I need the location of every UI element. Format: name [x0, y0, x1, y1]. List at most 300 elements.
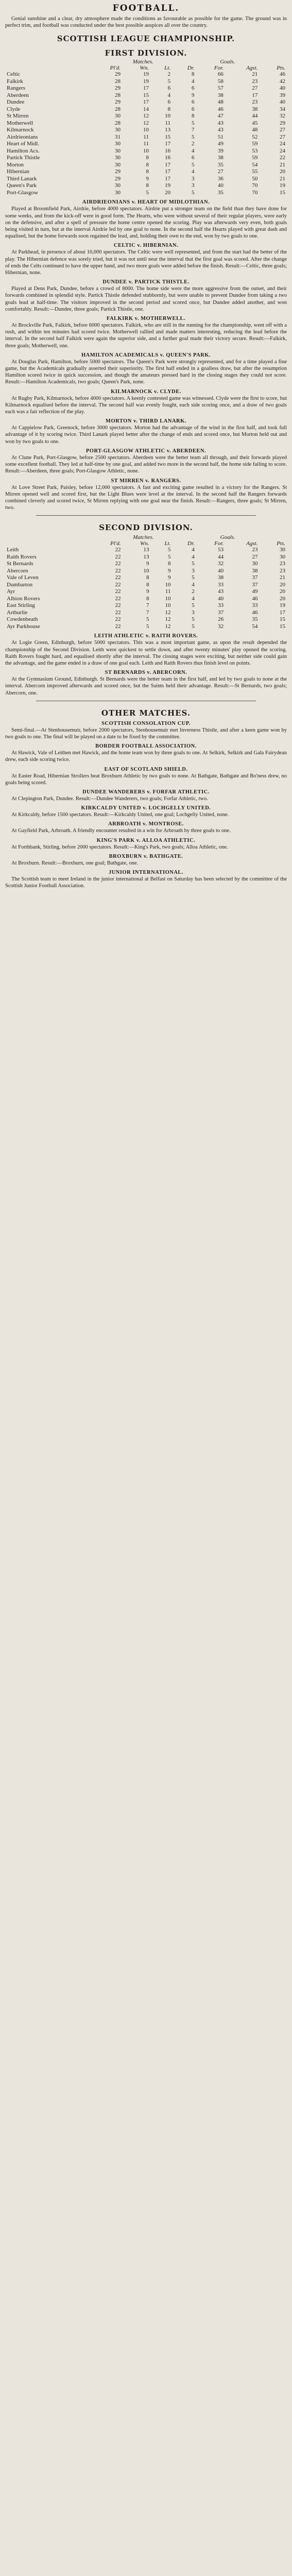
stat-cell: 12: [143, 120, 149, 126]
stat-cell: 28: [114, 120, 121, 126]
match-report: At Clepington Park, Dundee. Result:—Dundee Wanderers, two goals; Forfar Athletic, two.: [11, 795, 208, 802]
team-name-cell: Arthurlie: [7, 609, 28, 616]
stat-cell: 24: [280, 147, 285, 154]
stat-cell: 17: [165, 175, 171, 182]
stat-cell: 38: [217, 92, 224, 98]
column-header-row: [5, 540, 287, 547]
stat-cell: 23: [252, 547, 258, 553]
stat-cell: 55: [252, 168, 258, 175]
stat-cell: 19: [143, 71, 149, 78]
goals-group-label: Goals.: [220, 59, 235, 65]
stat-cell: 22: [115, 561, 121, 567]
stat-cell: 10: [165, 581, 171, 588]
stat-cell: 13: [143, 553, 149, 560]
stat-cell: 38: [217, 155, 224, 161]
match-report: At Kirkcaldy, before 1500 spectators. Result:—Kirkcaldy United, one goal; Lochgelly United, none.: [11, 812, 229, 818]
stat-cell: 29: [114, 85, 121, 92]
stat-cell: 70: [252, 182, 258, 189]
stat-cell: 36: [217, 175, 224, 182]
stat-cell: 10: [165, 602, 171, 609]
table-row: [5, 190, 287, 197]
stat-cell: 20: [280, 595, 285, 602]
stat-cell: 8: [146, 182, 149, 189]
stat-cell: 40: [218, 595, 224, 602]
stat-cell: 15: [165, 133, 171, 140]
stat-cell: 38: [252, 106, 258, 112]
stat-cell: 21: [280, 161, 285, 168]
match-report: At the Gymnasium Ground, Edinburgh. St Bernards were the better team in the first half, and led by two goals to none at the interval. Abercorn improved afterwards and scored once, but the Saints held their advantage. Result:—St Bernards, two goals; Abercorn, one.: [5, 676, 287, 696]
table-row: [5, 106, 287, 113]
match-report: At Logie Green, Edinburgh, before 5000 spectators. This was a most important game, as upon the result depended the championship of the Second Division. Leith were quickest to settle down, and after twenty minutes' play opened the scoring. Raith Rovers fought hard, and equalised shortly after the interval. The closing stages were exciting, but neither side could gain the advantage, and the game ended in a draw of one goal each. Leith and Raith Rovers thus finish level on points.: [5, 640, 287, 666]
stat-cell: 58: [217, 78, 224, 84]
column-header: Agst.: [246, 540, 258, 547]
stat-cell: 30: [114, 147, 121, 154]
match-report: At Parkhead, in presence of about 10,000 spectators. The Celtic were well represented, and from the start had the better of the play. The Hibernian defence was sorely tried, but it was not until near the interval that the first goal was scored. After the change of ends the Celts continued to have the upper hand, and two more goals were added before the finish. Result:—Celtic, three goals; Hibernian, none.: [5, 249, 287, 276]
table-row: [5, 623, 287, 631]
column-header: Pts.: [277, 65, 285, 72]
column-header: Pl'd.: [110, 65, 121, 72]
stat-cell: 44: [252, 113, 258, 120]
stat-cell: 42: [280, 78, 285, 84]
stat-cell: 9: [146, 561, 149, 567]
stat-cell: 30: [114, 161, 121, 168]
stat-cell: 5: [192, 623, 195, 630]
stat-cell: 49: [252, 588, 258, 595]
stat-cell: 16: [165, 155, 171, 161]
column-header-row: [5, 65, 287, 71]
stat-cell: 4: [192, 581, 195, 588]
stat-cell: 9: [191, 92, 195, 98]
first-division-reports: [5, 199, 287, 511]
match-heading: AIRDRIEONIANS v. HEART OF MIDLOTHIAN.: [82, 199, 210, 206]
stat-cell: 22: [280, 155, 285, 161]
stat-cell: 15: [280, 623, 285, 630]
stat-cell: 13: [165, 127, 171, 133]
table-row: [5, 561, 287, 568]
stat-cell: 8: [167, 106, 171, 112]
match-heading: BROXBURN v. BATHGATE.: [109, 853, 183, 859]
stat-cell: 20: [165, 189, 171, 196]
stat-cell: 39: [280, 92, 285, 98]
stat-cell: 19: [280, 182, 285, 189]
stat-cell: 8: [167, 561, 171, 567]
team-name-cell: Vale of Leven: [7, 574, 39, 581]
table-row: [5, 99, 287, 106]
stat-cell: 49: [217, 141, 224, 147]
stat-cell: 43: [218, 588, 224, 595]
stat-cell: 4: [191, 147, 195, 154]
stat-cell: 4: [191, 168, 195, 175]
stat-cell: 54: [252, 623, 258, 630]
table-row: [5, 141, 287, 148]
match-heading: JUNIOR INTERNATIONAL.: [108, 869, 184, 875]
match-report: Played at Broomfield Park, Airdrie, before 4000 spectators. Airdrie put a stronger team on the field than they have done for some weeks, and from the kick-off were in good form. The Hearts, who were without several of their regular players, were early on the defensive, and after a spell of pressure the home centre opened the scoring. Play was afterwards very even, both goals being visited in turn, but at the interval Airdrie led by one goal to none. In the second half the Hearts played with great dash and equalised, but the home forwards soon regained the lead, and, holding their own to the end, won by two goals to one.: [5, 206, 287, 240]
stat-cell: 66: [217, 71, 224, 78]
stat-cell: 27: [252, 553, 258, 560]
match-heading: FALKIRK v. MOTHERWELL.: [106, 316, 186, 322]
stat-cell: 8: [146, 574, 149, 581]
stat-cell: 35: [217, 189, 224, 196]
stat-cell: 6: [191, 99, 195, 106]
stat-cell: 17: [143, 85, 149, 92]
stat-cell: 23: [252, 99, 258, 106]
column-header: [5, 540, 91, 547]
stat-cell: 5: [191, 189, 195, 196]
stat-cell: 32: [218, 623, 224, 630]
stat-cell: 39: [217, 147, 224, 154]
stat-cell: 11: [143, 141, 149, 147]
stat-cell: 43: [217, 127, 224, 133]
table-row: [5, 155, 287, 162]
stat-cell: 15: [143, 92, 149, 98]
stat-cell: 4: [192, 547, 195, 553]
match-heading: HAMILTON ACADEMICALS v. QUEEN'S PARK.: [81, 352, 211, 358]
stat-cell: 5: [167, 553, 171, 560]
stat-cell: 8: [146, 581, 149, 588]
stat-cell: 27: [280, 127, 285, 133]
stat-cell: 11: [143, 133, 149, 140]
stat-cell: 11: [165, 588, 171, 595]
stat-cell: 29: [114, 99, 121, 106]
stat-cell: 28: [114, 92, 121, 98]
stat-cell: 30: [252, 561, 258, 567]
stat-cell: 33: [218, 602, 224, 609]
stat-cell: 29: [280, 120, 285, 126]
stat-cell: 19: [280, 602, 285, 609]
match-heading: ARBROATH v. MONTROSE.: [108, 821, 184, 827]
stat-cell: 9: [167, 574, 171, 581]
stat-cell: 5: [192, 561, 195, 567]
team-name-cell: Motherwell: [7, 120, 33, 126]
stat-cell: 16: [165, 147, 171, 154]
column-header: Pl'd.: [110, 540, 121, 547]
first-division-table: [5, 59, 287, 196]
stat-cell: 10: [165, 595, 171, 602]
table-row: [5, 596, 287, 603]
stat-cell: 6: [167, 85, 171, 92]
stat-cell: 40: [280, 99, 285, 106]
stat-cell: 22: [115, 609, 121, 616]
team-name-cell: Raith Rovers: [7, 553, 37, 560]
stat-cell: 45: [252, 120, 258, 126]
stat-cell: 12: [165, 623, 171, 630]
stat-cell: 22: [115, 574, 121, 581]
stat-cell: 24: [280, 141, 285, 147]
stat-cell: 14: [143, 106, 149, 112]
match-heading: LEITH ATHLETIC v. RAITH ROVERS.: [94, 633, 198, 639]
stat-cell: 38: [218, 574, 224, 581]
team-name-cell: Morton: [7, 161, 24, 168]
table-row: [5, 78, 287, 86]
match-heading: CELTIC v. HIBERNIAN.: [113, 243, 179, 249]
stat-cell: 4: [192, 595, 195, 602]
table-row: [5, 120, 287, 127]
stat-cell: 15: [280, 189, 285, 196]
league-title: SCOTTISH LEAGUE CHAMPIONSHIP.: [57, 34, 235, 44]
table-row: [5, 176, 287, 183]
stat-cell: 6: [191, 155, 195, 161]
team-name-cell: Partick Thistle: [7, 155, 40, 161]
stat-cell: 30: [114, 182, 121, 189]
stat-cell: 2: [192, 588, 195, 595]
match-report: The Scottish team to meet Ireland in the junior international at Belfast on Saturday has been selected by the committee of the Scottish Junior Football Association.: [5, 876, 287, 889]
team-name-cell: Kilmarnock: [7, 127, 34, 133]
team-name-cell: Falkirk: [7, 78, 23, 84]
stat-cell: 9: [146, 588, 149, 595]
match-heading: EAST OF SCOTLAND SHIELD.: [104, 766, 188, 772]
stat-cell: 7: [191, 127, 195, 133]
stat-cell: 27: [252, 85, 258, 92]
stat-cell: 11: [165, 120, 171, 126]
stat-cell: 30: [280, 547, 285, 553]
stat-cell: 28: [114, 78, 121, 84]
stat-cell: 33: [252, 602, 258, 609]
stat-cell: 17: [165, 168, 171, 175]
column-header: Agst.: [246, 65, 258, 72]
stat-cell: 51: [217, 133, 224, 140]
team-name-cell: Abercorn: [7, 567, 28, 574]
table-row: [5, 182, 287, 190]
stat-cell: 10: [143, 567, 149, 574]
team-name-cell: Third Lanark: [7, 175, 37, 182]
stat-cell: 43: [217, 120, 224, 126]
stat-cell: 27: [217, 168, 224, 175]
table-row: [5, 113, 287, 120]
stat-cell: 7: [146, 602, 149, 609]
second-division-reports: [5, 633, 287, 696]
stat-cell: 17: [143, 99, 149, 106]
table-row: [5, 602, 287, 609]
stat-cell: 6: [191, 106, 195, 112]
stat-cell: 32: [218, 561, 224, 567]
match-report: At Brockville Park, Falkirk, before 6000 spectators. Falkirk, who are still in the running for the championship, went off with a rush, and within ten minutes had scored twice. Motherwell rallied and made matters interesting, reducing the lead before the interval. In the second half Falkirk were again the superior side, and a further goal made their victory secure. Result:—Falkirk, three goals; Motherwell, one.: [5, 323, 287, 349]
stat-cell: 59: [252, 155, 258, 161]
stat-cell: 12: [165, 616, 171, 623]
stat-cell: 17: [252, 92, 258, 98]
team-name-cell: Albion Rovers: [7, 595, 40, 602]
team-name-cell: East Stirling: [7, 602, 35, 609]
match-heading: DUNDEE WANDERERS v. FORFAR ATHLETIC.: [82, 789, 210, 795]
team-name-cell: Celtic: [7, 71, 21, 78]
stat-cell: 37: [252, 581, 258, 588]
stat-cell: 50: [252, 175, 258, 182]
stat-cell: 46: [217, 106, 224, 112]
section-divider: [36, 515, 256, 516]
stat-cell: 35: [252, 616, 258, 623]
stat-cell: 22: [115, 602, 121, 609]
stat-cell: 8: [191, 113, 195, 120]
stat-cell: 3: [192, 567, 195, 574]
stat-cell: 5: [146, 189, 149, 196]
stat-cell: 22: [115, 553, 121, 560]
stat-cell: 4: [192, 553, 195, 560]
stat-cell: 17: [280, 609, 285, 616]
match-heading: KILMARNOCK v. CLYDE.: [111, 388, 181, 395]
match-report: At Easter Road, Hibernian Strollers beat Broxburn Athletic by two goals to none. At Bathgate, Bathgate and Bo'ness drew, no goals being scored.: [5, 773, 287, 786]
stat-cell: 10: [143, 147, 149, 154]
stat-cell: 38: [252, 567, 258, 574]
match-report: At Hawick, Vale of Leithen met Hawick, and the home team won by three goals to one. At Selkirk, Selkirk and Gala Fairydean drew, each side scoring twice.: [5, 750, 287, 763]
match-report: At Forthbank, Stirling, before 2000 spectators. Result:—King's Park, two goals; Alloa Athletic, one.: [11, 844, 228, 850]
table-row: [5, 71, 287, 78]
column-header: Dr.: [187, 65, 195, 72]
stat-cell: 10: [165, 113, 171, 120]
stat-cell: 3: [191, 182, 195, 189]
stat-cell: 12: [143, 113, 149, 120]
stat-cell: 21: [252, 71, 258, 78]
table-row: [5, 168, 287, 176]
stat-cell: 28: [114, 106, 121, 112]
stat-cell: 5: [191, 120, 195, 126]
column-header: For.: [214, 540, 224, 547]
stat-cell: 48: [252, 127, 258, 133]
first-division-title: FIRST DIVISION.: [105, 48, 187, 58]
stat-cell: 52: [252, 133, 258, 140]
team-name-cell: Hibernian: [7, 168, 29, 175]
stat-cell: 33: [218, 581, 224, 588]
stat-cell: 19: [165, 182, 171, 189]
match-report: At Broxburn. Result:—Broxburn, one goal; Bathgate, one.: [11, 860, 139, 866]
stat-cell: 23: [280, 567, 285, 574]
table-row: [5, 134, 287, 141]
matches-group-label: Matches.: [133, 534, 154, 541]
stat-cell: 17: [165, 141, 171, 147]
match-report: At Rugby Park, Kilmarnock, before 4000 spectators. A keenly contested game was witnessed. Clyde were the first to score, but Kilmarnock equalised before the interval. The second half was evenly fought, each side scoring once, and a draw of two goals each was a fair reflection of the play.: [5, 395, 287, 415]
column-header: Lt.: [164, 65, 171, 72]
stat-cell: 3: [192, 609, 195, 616]
stat-cell: 6: [167, 99, 171, 106]
section-headline: FOOTBALL.: [112, 3, 180, 13]
stat-cell: 6: [191, 85, 195, 92]
stat-cell: 17: [165, 161, 171, 168]
stat-cell: 40: [280, 85, 285, 92]
stat-cell: 2: [191, 141, 195, 147]
stat-cell: 5: [146, 623, 149, 630]
table-row: [5, 582, 287, 589]
team-name-cell: St Bernards: [7, 561, 33, 567]
stat-cell: 15: [280, 616, 285, 623]
table-row: [5, 547, 287, 554]
stat-cell: 5: [191, 161, 195, 168]
match-heading: ST BERNARDS v. ABERCORN.: [105, 670, 187, 676]
matches-group-label: Matches.: [132, 59, 153, 65]
match-report: At Cappielow Park, Greenock, before 3000 spectators. Morton had the advantage of the wind in the first half, and took full advantage of it by scoring twice. Third Lanark played better after the change of ends and scored once, but Morton held out and won by two goals to one.: [5, 425, 287, 445]
match-heading: DUNDEE v. PARTICK THISTLE.: [102, 279, 190, 285]
stat-cell: 9: [146, 175, 149, 182]
match-heading: SCOTTISH CONSOLATION CUP.: [101, 720, 191, 726]
stat-cell: 29: [114, 168, 121, 175]
stat-cell: 22: [115, 547, 121, 553]
stat-cell: 30: [114, 155, 121, 161]
stat-cell: 22: [115, 581, 121, 588]
team-name-cell: Leith: [7, 547, 19, 553]
stat-cell: 22: [115, 616, 121, 623]
match-report: At Clune Park, Port-Glasgow, before 2500 spectators. Aberdeen were the better team all through, and their forwards played some excellent football. They led at half-time by one goal, and added two more in the second half, the home side failing to score. Result:—Aberdeen, three goals; Port-Glasgow Athletic, none.: [5, 454, 287, 474]
stat-cell: 20: [280, 588, 285, 595]
stat-cell: 21: [280, 175, 285, 182]
table-row: [5, 162, 287, 169]
stat-cell: 5: [191, 133, 195, 140]
stat-cell: 40: [218, 567, 224, 574]
stat-cell: 9: [167, 567, 171, 574]
match-heading: MORTON v. THIRD LANARK.: [106, 418, 186, 425]
team-name-cell: Aberdeen: [7, 92, 29, 98]
stat-cell: 29: [114, 71, 121, 78]
stat-cell: 8: [146, 155, 149, 161]
stat-cell: 22: [115, 595, 121, 602]
stat-cell: 47: [217, 113, 224, 120]
stat-cell: 30: [114, 141, 121, 147]
team-name-cell: Ayr: [7, 588, 15, 595]
stat-cell: 53: [218, 547, 224, 553]
stat-cell: 34: [280, 106, 285, 112]
column-header: Lt.: [164, 540, 171, 547]
stat-cell: 5: [146, 616, 149, 623]
match-report: At Gayfield Park, Arbroath. A friendly encounter resulted in a win for Arbroath by three goals to one.: [11, 828, 231, 834]
team-name-cell: Hamilton Acs.: [7, 147, 40, 154]
stat-cell: 46: [280, 71, 285, 78]
stat-cell: 40: [217, 182, 224, 189]
stat-cell: 5: [192, 574, 195, 581]
other-matches-title: OTHER MATCHES.: [101, 708, 191, 718]
stat-cell: 7: [146, 609, 149, 616]
stat-cell: 19: [143, 78, 149, 84]
table-row: [5, 554, 287, 561]
stat-cell: 32: [280, 113, 285, 120]
stat-cell: 30: [114, 127, 121, 133]
match-heading: ST MIRREN v. RANGERS.: [111, 478, 181, 484]
stat-cell: 2: [167, 71, 171, 78]
stat-cell: 13: [143, 547, 149, 553]
stat-cell: 31: [114, 133, 121, 140]
stat-cell: 22: [115, 588, 121, 595]
stat-cell: 46: [252, 595, 258, 602]
team-name-cell: Ayr Parkhouse: [7, 623, 40, 630]
team-name-cell: Heart of Midl.: [7, 141, 40, 147]
stat-cell: 12: [165, 609, 171, 616]
stat-cell: 37: [252, 574, 258, 581]
column-header: For.: [214, 65, 224, 72]
team-name-cell: Dumbarton: [7, 581, 33, 588]
table-row: [5, 609, 287, 617]
stat-cell: 4: [191, 78, 195, 84]
stat-cell: 21: [280, 574, 285, 581]
match-report: Semi-final.—At Stenhousemuir, before 2000 spectators, Stenhousemuir met Inverness Thistle, and after a keen game won by two goals to one. The final will be played on a date to be fixed by the committee.: [5, 727, 287, 740]
match-heading: BORDER FOOTBALL ASSOCIATION.: [95, 743, 197, 750]
column-header: Pts.: [277, 540, 285, 547]
stat-cell: 53: [252, 147, 258, 154]
stat-cell: 8: [146, 168, 149, 175]
match-report: At Love Street Park, Paisley, before 12,000 spectators. A fast and exciting game resulted in a victory for the Rangers. St Mirren opened well and scored first, but the Light Blues were level at the interval. In the second half the Rangers forwards combined cleverly and scored twice, St Mirren replying with one goal near the finish. Result:—Rangers, three goals; St Mirren, two.: [5, 484, 287, 511]
stat-cell: 44: [218, 553, 224, 560]
stat-cell: 70: [252, 189, 258, 196]
stat-cell: 30: [114, 189, 121, 196]
stat-cell: 20: [280, 581, 285, 588]
column-header: Dr.: [187, 540, 195, 547]
stat-cell: 30: [114, 113, 121, 120]
stat-cell: 23: [252, 78, 258, 84]
intro-paragraph: Genial sunshine and a clear, dry atmosphere made the conditions as favourable as possible for the game. The ground was in perfect trim, and football was conducted under the best possible auspices all over the country.: [5, 16, 287, 29]
goals-group-label: Goals.: [220, 534, 235, 541]
table-row: [5, 92, 287, 99]
stat-cell: 20: [280, 168, 285, 175]
team-name-cell: Cowdenbeath: [7, 616, 38, 623]
stat-cell: 30: [280, 553, 285, 560]
stat-cell: 26: [218, 616, 224, 623]
stat-cell: 35: [217, 161, 224, 168]
stat-cell: 23: [280, 561, 285, 567]
table-row: [5, 127, 287, 134]
